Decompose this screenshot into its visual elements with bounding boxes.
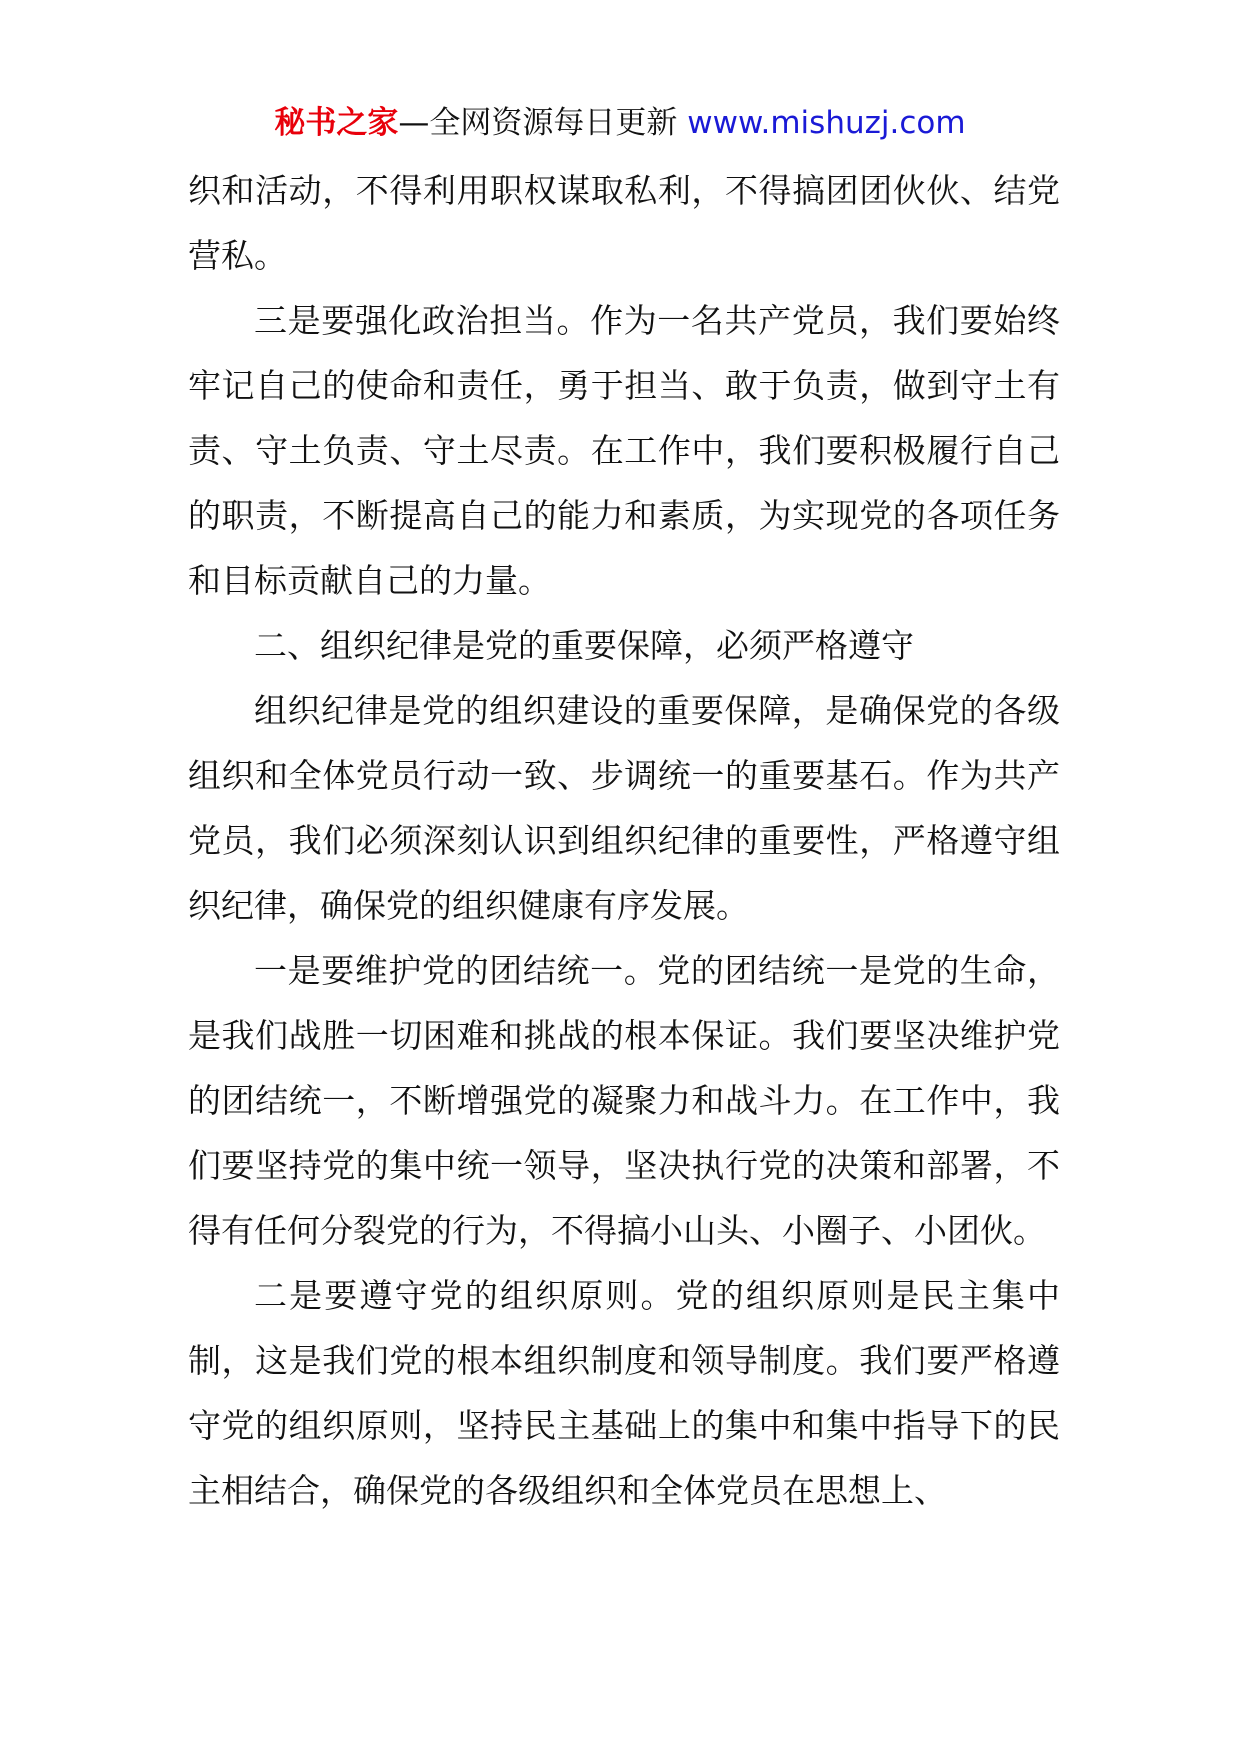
- paragraph-organizational-principles: 二是要遵守党的组织原则。党的组织原则是民主集中制，这是我们党的根本组织制度和领导制度。我们要严格遵守党的组织原则，坚持民主基础上的集中和集中指导下的民主相结合，确保党的各级组织和全体党员在思想上、: [188, 1276, 1060, 1510]
- site-url-link[interactable]: www.mishuzj.com: [687, 105, 966, 141]
- header-tagline: —全网资源每日更新: [398, 105, 678, 141]
- document-body: [188, 158, 1060, 1523]
- paragraph-political-responsibility: 三是要强化政治担当。作为一名共产党员，我们要始终牢记自己的使命和责任，勇于担当、敢于负责，做到守土有责、守土负责、守土尽责。在工作中，我们要积极履行自己的职责，不断提高自己的能力和素质，为实现党的各项任务和目标贡献自己的力量。: [188, 301, 1060, 600]
- brand-name: 秘书之家: [274, 105, 399, 141]
- page-header: [0, 100, 1240, 146]
- paragraph-party-unity: 一是要维护党的团结统一。党的团结统一是党的生命，是我们战胜一切困难和挑战的根本保证。我们要坚决维护党的团结统一，不断增强党的凝聚力和战斗力。在工作中，我们要坚持党的集中统一领导，坚决执行党的决策和部署，不得有任何分裂党的行为，不得搞小山头、小圈子、小团伙。: [188, 951, 1060, 1250]
- paragraph-organizational-discipline: 组织纪律是党的组织建设的重要保障，是确保党的各级组织和全体党员行动一致、步调统一的重要基石。作为共产党员，我们必须深刻认识到组织纪律的重要性，严格遵守组织纪律，确保党的组织健康有序发展。: [188, 691, 1060, 925]
- paragraph-continuation: 织和活动，不得利用职权谋取私利，不得搞团团伙伙、结党营私。: [188, 171, 1060, 275]
- section-heading-organizational-discipline: 二、组织纪律是党的重要保障，必须严格遵守: [254, 626, 914, 665]
